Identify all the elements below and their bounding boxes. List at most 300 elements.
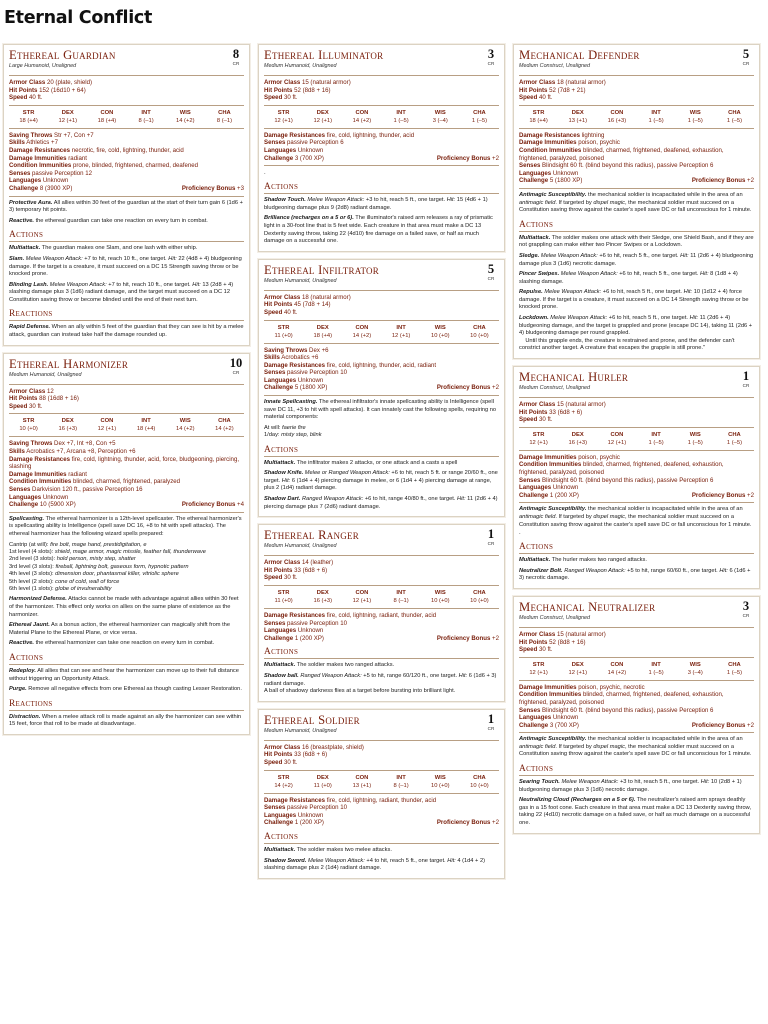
action xyxy=(264,215,499,245)
saving-throws-label: Saving Throws xyxy=(9,131,53,139)
action-name: Pincer Swipes. xyxy=(519,271,560,278)
trait-name: Antimagic Susceptibility. xyxy=(519,506,587,513)
attack-type: Melee Weapon Attack: xyxy=(550,315,608,322)
dex-label: DEX xyxy=(61,109,74,116)
dex-value: 16 (+3) xyxy=(58,426,78,433)
hit-points-label: Hit Points xyxy=(519,638,548,646)
action-text: The illuminator's raised arm releases a ray of prismatic light in a 30-foot line that is 5 feet wide. Each creature in that area must make a DC 13 Dexterity saving throw, taking 22 (4d10) fire damage on a failed save, or half as much damage on a successful one. xyxy=(264,215,493,245)
monster-type: Medium Construct, Unaligned xyxy=(519,614,591,621)
armor-class-label: Armor Class xyxy=(264,559,301,567)
action xyxy=(264,662,499,670)
languages xyxy=(519,714,754,722)
hit-points-label: Hit Points xyxy=(264,301,293,309)
senses-label: Senses xyxy=(519,162,541,170)
wis-value: 10 (+0) xyxy=(431,332,450,339)
str-value: 11 (+0) xyxy=(274,598,293,604)
action xyxy=(519,568,754,583)
spell-names: fire bolt, mage hand, prestidigitation, e xyxy=(50,541,147,548)
trait xyxy=(519,506,754,529)
int-value: 8 (–1) xyxy=(138,117,154,124)
divider xyxy=(519,502,754,503)
action-text: +7 to hit, reach 10 ft., one target. xyxy=(106,281,191,288)
skills-value: Acrobatics +7, Arcana +8, Perception +6 xyxy=(26,448,136,456)
column-right xyxy=(513,44,760,841)
wis-value: 14 (+2) xyxy=(176,426,195,433)
monster-type: Medium Humanoid, Unaligned xyxy=(264,543,337,550)
damage-immunities-label: Damage Immunities xyxy=(9,154,67,162)
monster-name: Ethereal Guardian xyxy=(9,48,116,62)
attack-type: Melee Weapon Attack: xyxy=(49,281,107,288)
damage-resistances xyxy=(264,362,499,370)
action-text: +6 to hit, reach 5 ft., one target. xyxy=(617,271,699,278)
hit-points-value: 52 (7d8 + 21) xyxy=(549,86,586,94)
action-damage: 6 (1d4 + 4) piercing damage in melee, or 6 (1d4 + 4) piercing damage at range, plus 2 (1d4) radiant damage. xyxy=(264,477,492,492)
dex-value: 11 (+0) xyxy=(313,782,332,789)
speed-value: 30 ft. xyxy=(29,402,43,410)
languages xyxy=(519,170,754,178)
divider xyxy=(519,657,754,658)
int-value: 8 (–1) xyxy=(393,598,409,604)
monster-name: Mechanical Defender xyxy=(519,48,640,62)
action xyxy=(519,271,754,286)
action-damage: 11 (2d6 + 4) piercing damage plus 7 (2d6) radiant damage. xyxy=(264,496,498,510)
con-label: CON xyxy=(610,431,624,438)
damage-immunities-label: Damage Immunities xyxy=(519,683,577,691)
speed xyxy=(519,416,754,424)
action-text: +6 to hit, reach 5 ft., one target. xyxy=(597,252,679,259)
attack-type: Melee Weapon Attack: xyxy=(544,289,602,296)
section-actions: Actions xyxy=(264,647,499,659)
str-label: STR xyxy=(22,109,35,116)
senses-value: passive Perception 12 xyxy=(32,169,93,177)
action-damage: 15 (4d6 + 1) bludgeoning damage plus 9 (2d8) radiant damage. xyxy=(264,197,488,211)
wis-label: WIS xyxy=(434,774,446,781)
action-name: Shadow Knife. xyxy=(264,470,304,477)
challenge-value: 1 (200 XP) xyxy=(294,819,324,827)
speed-label: Speed xyxy=(264,94,283,102)
action-text: The soldier makes two melee attacks. xyxy=(295,846,392,853)
senses xyxy=(264,369,499,377)
action-damage: 10 (2d8 + 1) bludgeoning damage plus 3 (1d6) necrotic damage. xyxy=(519,779,742,793)
trait xyxy=(9,200,244,215)
trait-term: dispel magic xyxy=(593,743,625,750)
action-text: +6 to hit, reach 5 ft. or range 20/60 ft., one target. xyxy=(264,470,498,484)
dex-value: 16 (+3) xyxy=(568,439,588,446)
action-name: Slam. xyxy=(9,255,25,262)
section-reactions: Reactions xyxy=(9,309,244,321)
challenge-row xyxy=(264,635,499,643)
cr-value: 5 xyxy=(487,261,495,276)
languages-value: Unknown xyxy=(552,169,579,177)
challenge-rating xyxy=(228,48,244,66)
saving-throws-label: Saving Throws xyxy=(9,440,53,448)
challenge-rating xyxy=(738,48,754,66)
challenge-rating xyxy=(738,600,754,618)
cha-value: 1 (–5) xyxy=(726,439,743,446)
action xyxy=(264,496,499,511)
action-text: The hurler makes two ranged attacks. xyxy=(550,557,647,564)
hit-points xyxy=(519,409,754,417)
divider xyxy=(519,627,754,628)
wis-value: 3 (–4) xyxy=(687,669,703,676)
trait-name: Protective Aura. xyxy=(9,199,53,206)
spell-row xyxy=(9,549,244,556)
trait-name: Antimagic Susceptibility. xyxy=(519,191,587,198)
condition-immunities xyxy=(519,691,754,706)
trait-text: . If targeted by xyxy=(555,199,594,206)
saving-throws-value: Dex +7, Int +8, Con +5 xyxy=(54,440,116,448)
trait xyxy=(264,399,499,422)
languages-value: Unknown xyxy=(297,811,324,819)
action-name: Multiattack. xyxy=(519,234,551,241)
hit-points-value: 52 (8d8 + 16) xyxy=(549,638,586,646)
action-name: Multiattack. xyxy=(519,557,551,564)
ability-scores xyxy=(9,417,244,433)
senses-value: Blindsight 60 ft. (blind beyond this radius), passive Perception 6 xyxy=(542,162,714,170)
saving-throws-value: Str +7, Con +7 xyxy=(54,131,94,139)
hit-points xyxy=(9,395,244,403)
speed xyxy=(264,94,499,102)
spell-level: 3rd level (3 slots): xyxy=(9,563,56,570)
senses-label: Senses xyxy=(519,476,541,484)
trait-name: Harmonized Defense. xyxy=(9,596,67,603)
damage-resistances xyxy=(264,797,499,805)
trait-text: Attacks cannot be made with advantage against allies within 30 feet of the harmonizer. This effect only works on allies on the same plane of existence as the harmonizer. xyxy=(9,596,239,618)
cha-label: CHA xyxy=(728,431,741,438)
action xyxy=(9,282,244,305)
int-label: INT xyxy=(651,109,661,116)
int-label: INT xyxy=(651,431,661,438)
action-name: Shadow Sword. xyxy=(264,857,307,864)
hit-label: Hit: xyxy=(680,252,689,259)
int-value: 1 (–5) xyxy=(648,117,664,124)
saving-throws xyxy=(9,132,244,140)
action xyxy=(264,197,499,212)
spell-names: fireball, lightning bolt, gaseous form, hypnotic pattern xyxy=(55,563,189,570)
damage-resistances xyxy=(519,132,754,140)
divider xyxy=(519,397,754,398)
con-value: 12 (+1) xyxy=(607,439,627,446)
section-actions: Actions xyxy=(264,182,499,194)
action-name: Purge. xyxy=(9,686,27,693)
ability-scores xyxy=(519,109,754,125)
hit-points xyxy=(264,87,499,95)
action xyxy=(519,235,754,250)
languages-value: Unknown xyxy=(297,376,324,384)
int-value: 8 (–1) xyxy=(393,782,409,789)
statblock-ethereal-infiltrator xyxy=(258,259,505,518)
saving-throws-value: Dex +6 xyxy=(309,346,329,354)
challenge-row xyxy=(519,177,754,185)
int-value: 1 (–5) xyxy=(393,117,409,124)
challenge-rating xyxy=(738,370,754,388)
hit-label: Hit: xyxy=(700,779,710,786)
divider xyxy=(9,413,244,414)
trait-text: the mechanical soldier is incapacitated while in the area of an xyxy=(586,506,743,513)
action xyxy=(264,673,499,696)
spell-level: 2nd level (3 slots): xyxy=(9,556,57,563)
cha-label: CHA xyxy=(473,590,486,596)
languages-value: Unknown xyxy=(552,714,579,722)
trait-text: the ethereal guardian can take one reaction on every turn in combat. xyxy=(33,217,208,224)
armor-class xyxy=(9,79,244,87)
attack-type: Ranged Weapon Attack: xyxy=(564,567,626,574)
divider xyxy=(9,384,244,385)
monster-name: Ethereal Soldier xyxy=(264,712,360,727)
condition-immunities-value: prone, blinded, frightened, charmed, deafened xyxy=(73,162,199,170)
ability-scores xyxy=(519,661,754,677)
damage-immunities-label: Damage Immunities xyxy=(9,470,67,478)
action-damage: 11 (2d6 + 4) bludgeoning damage, and the target is grappled and prone (escape DC 14), taking 11 (2d6 + 4) bludgeoning damage per round grappled. xyxy=(519,315,753,337)
speed xyxy=(264,309,499,317)
statblock-ethereal-ranger xyxy=(258,524,505,702)
column-left xyxy=(3,44,250,742)
dex-label: DEX xyxy=(316,774,329,781)
spell-level: 4th level (3 slots): xyxy=(9,571,56,578)
hit-points-label: Hit Points xyxy=(9,86,38,94)
str-label: STR xyxy=(532,431,545,438)
challenge-value: 3 (700 XP) xyxy=(549,721,579,729)
monster-name: Ethereal Ranger xyxy=(264,528,359,543)
action-name: Blinding Lash. xyxy=(9,281,49,288)
action-name: Neutralizing Cloud (Recharges on a 5 or 6). xyxy=(519,797,636,804)
monster-type: Medium Humanoid, Unaligned xyxy=(264,63,337,69)
divider xyxy=(519,75,754,76)
languages-label: Languages xyxy=(264,627,297,635)
speed-label: Speed xyxy=(264,758,283,766)
challenge-value: 8 (3900 XP) xyxy=(39,184,73,192)
monster-type: Medium Humanoid, Unaligned xyxy=(9,371,82,378)
hit-label: Hit: xyxy=(458,672,468,679)
armor-class-value: 15 (natural armor) xyxy=(301,79,351,86)
divider xyxy=(519,105,754,106)
cr-value: 1 xyxy=(742,369,750,384)
spell-level: At will: xyxy=(264,424,283,431)
hit-points-value: 88 (16d8 + 16) xyxy=(39,395,79,403)
challenge-row xyxy=(519,492,754,500)
column-middle xyxy=(258,44,505,886)
speed-label: Speed xyxy=(9,94,28,102)
speed-value: 30 ft. xyxy=(284,94,298,102)
proficiency-bonus-label: Proficiency Bonus xyxy=(181,184,236,192)
languages-label: Languages xyxy=(264,811,297,819)
damage-resistances-value: necrotic, fire, cold, lightning, thunder, acid xyxy=(71,146,184,154)
challenge-value: 3 (700 XP) xyxy=(294,154,324,162)
condition-immunities-value: blinded, charmed, frightened, deafened, exhaustion, frightened, paralyzed, poisoned xyxy=(519,691,724,706)
action xyxy=(264,858,499,873)
hit-points-label: Hit Points xyxy=(264,566,293,574)
trait-text: , the mechanical soldier must succeed on a Constitution saving throw against the caster's spell save DC or fall unconscious for 1 minute. xyxy=(519,199,752,214)
int-label: INT xyxy=(396,109,406,116)
armor-class-label: Armor Class xyxy=(519,79,556,86)
attack-type: Melee Weapon Attack: xyxy=(561,779,619,786)
senses-value: passive Perception 10 xyxy=(287,619,348,627)
str-value: 11 (+0) xyxy=(274,332,293,339)
divider xyxy=(264,105,499,106)
hit-points-value: 152 (16d10 + 64) xyxy=(39,86,86,94)
senses xyxy=(9,170,244,178)
monster-type: Medium Humanoid, Unaligned xyxy=(264,727,337,734)
con-label: CON xyxy=(610,661,624,668)
wis-label: WIS xyxy=(434,109,446,116)
action xyxy=(519,289,754,312)
divider xyxy=(264,290,499,291)
speed-value: 30 ft. xyxy=(539,416,553,424)
con-label: CON xyxy=(355,109,369,116)
cha-label: CHA xyxy=(218,109,231,116)
divider xyxy=(519,128,754,129)
hit-label: Hit: xyxy=(446,197,456,204)
action-name: Brilliance (recharges on a 5 or 6). xyxy=(264,215,354,222)
action xyxy=(9,245,244,253)
damage-resistances-label: Damage Resistances xyxy=(9,455,70,463)
damage-resistances-value: fire, cold, lightning, thunder, acid xyxy=(326,131,415,139)
divider xyxy=(264,770,499,771)
cr-label: CR xyxy=(487,61,495,66)
trait xyxy=(519,192,754,215)
damage-resistances xyxy=(9,456,244,471)
cr-value: 3 xyxy=(487,47,495,61)
con-value: 12 (+1) xyxy=(97,426,117,433)
challenge-row xyxy=(9,501,244,509)
proficiency-bonus-value: +2 xyxy=(747,491,754,499)
divider xyxy=(264,75,499,76)
armor-class-label: Armor Class xyxy=(519,630,556,638)
str-value: 18 (+4) xyxy=(19,117,38,124)
hit-label: Hit: xyxy=(457,496,466,503)
dex-label: DEX xyxy=(571,431,584,438)
monster-type: Medium Humanoid, Unaligned xyxy=(264,277,337,284)
spell-names: faerie fire xyxy=(282,424,306,431)
divider xyxy=(264,608,499,609)
speed-value: 40 ft. xyxy=(539,94,553,102)
senses-label: Senses xyxy=(264,619,286,627)
languages-label: Languages xyxy=(9,177,42,185)
attack-type: Melee Weapon Attack: xyxy=(540,252,598,259)
hit-points-value: 33 (6d8 + 6) xyxy=(294,751,328,759)
action-name: Redeploy. xyxy=(9,667,36,674)
speed xyxy=(9,94,244,102)
languages xyxy=(264,812,499,820)
spell-row xyxy=(264,425,499,432)
action-name: Multiattack. xyxy=(9,245,41,252)
int-label: INT xyxy=(396,590,406,596)
action xyxy=(519,779,754,794)
armor-class xyxy=(264,79,499,87)
challenge-label: Challenge xyxy=(264,634,294,642)
speed-label: Speed xyxy=(519,94,538,102)
hit-label: Hit: xyxy=(689,315,699,322)
damage-resistances-value: fire, cold, lightning, radiant, thunder, acid xyxy=(326,796,437,804)
languages xyxy=(264,147,499,155)
spell-level: 1st level (4 slots): xyxy=(9,548,55,555)
speed xyxy=(519,646,754,654)
action-damage: 11 (2d6 + 4) bludgeoning damage plus 3 (1d6) necrotic damage. xyxy=(519,252,754,267)
spell-level: Cantrip (at will): xyxy=(9,541,51,548)
trait-name: Innate Spellcasting. xyxy=(264,399,318,406)
condition-immunities xyxy=(519,147,754,162)
spell-row xyxy=(9,542,244,549)
con-label: CON xyxy=(610,109,624,116)
str-label: STR xyxy=(22,418,35,425)
proficiency-bonus-value: +2 xyxy=(747,177,754,185)
spell-names: shield, mage armor, magic missile, feather fall, thunderwave xyxy=(54,548,206,555)
trait-text: All allies within 30 feet of the guardian at the start of their turn gain 6 (1d6 + 3) temporary hit points. xyxy=(9,199,243,214)
armor-class xyxy=(264,744,499,752)
proficiency-bonus-value: +2 xyxy=(492,384,499,392)
damage-resistances-label: Damage Resistances xyxy=(9,146,70,154)
reaction xyxy=(9,324,244,339)
trait-text: . If targeted by xyxy=(555,513,594,520)
senses-value: Blindsight 60 ft. (blind beyond this radius), passive Perception 6 xyxy=(542,476,714,484)
challenge-value: 5 (1800 XP) xyxy=(549,177,583,185)
challenge-value: 10 (5900 XP) xyxy=(39,501,76,509)
trait-text: . If targeted by xyxy=(555,743,594,750)
trait xyxy=(9,218,244,226)
action-name: Repulse. xyxy=(519,289,543,296)
trait-text: , the mechanical soldier must succeed on a Constitution saving throw against the caster's spell save DC or fall unconscious for 1 minute. xyxy=(519,743,752,758)
armor-class xyxy=(519,631,754,639)
action-text: The neutralizer's raised arm sprays deathly gas in a 15 foot cone. Each creature in that area must make a DC 13 Dexterity saving throw, taking 22 (4d10) necrotic damage on a failed save, or half as much damage on a successful one. xyxy=(519,797,752,827)
reaction-text: When a melee attack roll is made against an ally the harmonizer can see within 15 feet, force that roll to be made at disadvantage. xyxy=(9,713,242,728)
condition-immunities xyxy=(519,461,754,476)
condition-immunities-value: blinded, charmed, frightened, paralyzed xyxy=(73,478,181,486)
action-text: +7 to hit, reach 10 ft., one target. xyxy=(82,255,167,262)
skills xyxy=(9,448,244,456)
reaction-name: Rapid Defense. xyxy=(9,324,51,331)
action-name: Searing Touch. xyxy=(519,779,560,786)
speed-value: 30 ft. xyxy=(539,646,553,654)
cha-value: 1 (–5) xyxy=(471,117,488,124)
saving-throws xyxy=(264,347,499,355)
armor-class-value: 12 xyxy=(46,387,54,395)
dex-value: 16 (+3) xyxy=(313,598,333,604)
spell-row xyxy=(9,564,244,571)
armor-class-label: Armor Class xyxy=(264,293,301,301)
monster-name: Mechanical Hurler xyxy=(519,370,629,385)
trait xyxy=(519,736,754,759)
statblock-mechanical-neutralizer xyxy=(513,596,760,834)
wis-label: WIS xyxy=(689,109,701,116)
hit-label: Hit: xyxy=(683,289,693,296)
damage-immunities xyxy=(9,155,244,163)
challenge-row xyxy=(264,384,499,392)
con-label: CON xyxy=(355,324,369,331)
armor-class xyxy=(9,388,244,396)
action xyxy=(264,847,499,855)
senses-label: Senses xyxy=(264,369,286,377)
action-name: Lockdown. xyxy=(519,315,549,322)
speed-value: 30 ft. xyxy=(284,758,298,766)
action-description: Until this grapple ends, the creature is restrained and prone, and the defender can't constrict another target. A creature that escapes the grapple is still prone." xyxy=(519,337,735,352)
action-name: Neutralizer Bolt. xyxy=(519,567,563,574)
wis-value: 3 (–4) xyxy=(432,117,448,124)
speed xyxy=(264,759,499,767)
senses-value: passive Perception 6 xyxy=(287,139,344,147)
skills-value: Athletics +7 xyxy=(26,139,58,147)
trait-name: Ethereal Jaunt. xyxy=(9,622,50,629)
damage-resistances-label: Damage Resistances xyxy=(264,131,325,139)
action-text: +3 to hit, reach 5 ft., one target. xyxy=(618,779,700,786)
divider xyxy=(264,320,499,321)
monster-type: Medium Construct, Unaligned xyxy=(519,63,591,69)
trait-term: antimagic field xyxy=(519,513,556,520)
section-actions: Actions xyxy=(9,653,244,665)
reaction-text: When an ally within 5 feet of the guardian that they can see is hit by a melee attack, guardian can instead take half the damage rounded up. xyxy=(9,324,244,339)
proficiency-bonus-label: Proficiency Bonus xyxy=(436,384,491,392)
dex-label: DEX xyxy=(316,109,329,116)
challenge-rating xyxy=(228,357,244,375)
